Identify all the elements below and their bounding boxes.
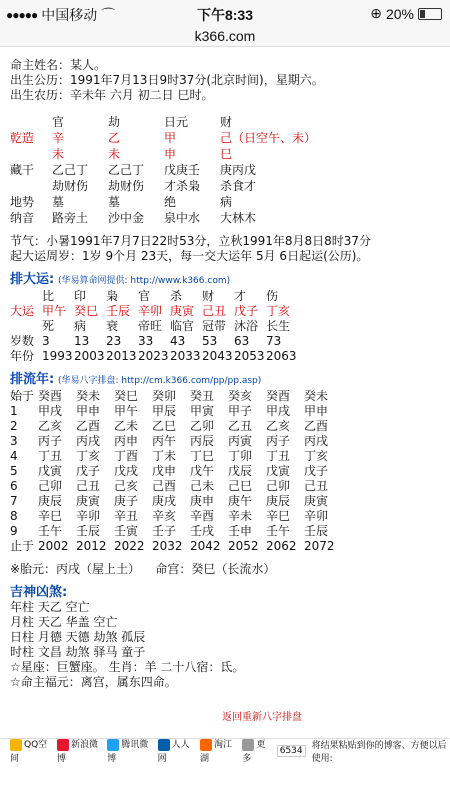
liunian-cell: 辛未 [228,509,253,523]
bazi-cell: 地势 [10,195,35,209]
liunian-cell: 壬辰 [304,524,329,538]
birth-gregorian: 出生公历：1991年7月13日9时37分(北京时间)，星期六。 [10,73,324,87]
shensha-line: 年柱 天乙 空亡 [10,600,90,614]
carrier: 中国移动 [41,7,98,23]
liunian-cell: 戊申 [152,464,177,478]
liunian-cell: 壬午 [266,524,291,538]
liunian-cell: 5 [10,464,18,478]
liunian-cell: 辛亥 [152,509,177,523]
liunian-cell: 6 [10,479,18,493]
wifi-icon: ⌒ [101,7,116,23]
reorder-link[interactable]: 返回重新八字排盘 [222,712,302,723]
liunian-header [10,372,440,389]
liunian-cell: 庚辰 [266,494,291,508]
bazi-cell [10,147,52,162]
liunian-cell: 己丑 [76,479,101,493]
liunian-cell: 庚午 [228,494,253,508]
liunian-cell: 己丑 [304,479,329,493]
bazi-cell: 劫财伤 [108,179,145,193]
dayun-age-row: 岁数 3 13 23 33 43 53 63 73 [10,334,282,348]
main-content [10,58,440,690]
bazi-cell: 劫财伤 [52,179,89,193]
liunian-cell: 戊午 [190,464,215,478]
liunian-cell: 壬寅 [114,524,139,538]
battery-percent: 20% [385,5,414,22]
bazi-cell: 墓 [52,195,65,209]
liunian-cell: 庚戌 [152,494,177,508]
liunian-cell: 7 [10,494,18,508]
liunian-cell: 丁亥 [76,449,101,463]
bazi-cell: 路旁土 [52,211,89,225]
liunian-cell: 丁巳 [190,449,215,463]
bazi-cell: 纳音 [10,211,35,225]
bazi-table [10,115,440,226]
liunian-cell: 壬申 [228,524,253,538]
liunian-cell: 丙子 [266,434,291,448]
bazi-cell: 辛 [52,131,65,145]
liunian-cell: 4 [10,449,18,463]
liunian-cell: 己卯 [38,479,63,493]
bazi-cell: 泉中水 [164,211,201,225]
liunian-cell: 丙戌 [76,434,101,448]
liunian-cell: 戊辰 [228,464,253,478]
bazi-cell: 庚丙戊 [220,163,257,177]
bazi-cell: 才杀枭 [164,179,201,193]
liunian-cell: 甲子 [228,404,253,418]
bazi-cell: 乾造 [10,131,35,145]
share-taojianghu[interactable]: 淘江湖 [199,740,232,764]
liunian-end-row: 止于 2002 2012 2022 2032 2042 2052 2062 2072 [10,539,335,553]
dayun-shishen-row: 比 印 枭 官 杀 财 才 伤 [42,289,279,303]
jieqi-line-2: 起大运周岁：1岁 9个月 23天，每一交大运年 5月 6日起运(公历)。 [10,249,369,263]
liunian-cell: 丙申 [114,434,139,448]
liunian-cell: 丙午 [152,434,177,448]
liunian-cell: 己未 [190,479,215,493]
liunian-cell: 戊寅 [38,464,63,478]
liunian-cell: 3 [10,434,18,448]
liunian-table [10,404,440,539]
share-qzone[interactable]: QQ空间 [10,740,48,764]
share-hint: 将结果粘贴到你的博客、方便以后使用: [311,740,447,764]
liunian-row [10,479,440,494]
bazi-cell: 申 [164,147,177,161]
liunian-row [10,404,440,419]
bazi-cell: 绝 [164,195,177,209]
liunian-start-row: 始于 癸酉 癸未 癸巳 癸卯 癸丑 癸亥 癸酉 癸未 [10,389,329,403]
bazi-cell: 乙己丁 [52,163,89,177]
bazi-cell: 巳 [220,147,233,161]
taiyuan-line: ※胎元：丙戌（屋上土） 命宫：癸巳（长流水） [10,562,276,576]
liunian-cell: 丙戌 [304,434,329,448]
liunian-cell: 丁未 [152,449,177,463]
dayun-provider-link[interactable]: (华易算命网提供: http://www.k366.com) [58,276,231,286]
liunian-cell: 己亥 [114,479,139,493]
status-time: 下午8:33 [196,7,254,23]
shensha-title: 吉神凶煞: [10,585,68,600]
liunian-row [10,464,440,479]
liunian-cell: 己巳 [228,479,253,493]
liunian-cell: 丁酉 [114,449,139,463]
share-tencent-weibo[interactable]: 腾讯微博 [107,740,149,764]
liunian-cell: 庚子 [114,494,139,508]
liunian-cell: 壬戌 [190,524,215,538]
share-more[interactable]: 更多 [242,740,266,764]
shensha-line: 时柱 文昌 劫煞 驿马 童子 [10,645,146,659]
liunian-cell: 丁丑 [266,449,291,463]
jieqi-line-1: 节气：小暑1991年7月7日22时53分，立秋1991年8月8日8时37分 [10,234,372,248]
share-bar [0,738,450,762]
bazi-header-cell: 官 [52,115,65,129]
bazi-cell: 杀食才 [220,179,257,193]
dayun-header [10,272,440,289]
bazi-cell: 未 [52,147,65,161]
liunian-cell: 乙丑 [228,419,253,433]
liunian-row [10,494,440,509]
liunian-cell: 辛丑 [114,509,139,523]
bazi-cell: 己（日空午、未） [220,131,317,145]
bazi-cell: 大林木 [220,211,257,225]
liunian-cell: 9 [10,524,18,538]
liunian-cell: 8 [10,509,18,523]
dayun-title: 排大运: [10,272,55,287]
orientation-lock-icon: ⊕ [370,5,382,21]
shensha-line: ☆命主福元：离宫，属东四命。 [10,675,177,689]
bazi-cell: 藏干 [10,163,35,177]
liunian-cell: 辛酉 [190,509,215,523]
bazi-header-cell: 劫 [108,115,121,129]
bazi-header-cell [10,115,52,130]
liunian-cell: 甲申 [76,404,101,418]
liunian-cell: 乙巳 [152,419,177,433]
liunian-cell: 庚寅 [76,494,101,508]
share-renren[interactable]: 人人网 [157,740,190,764]
liunian-cell: 壬午 [38,524,63,538]
liunian-cell: 己卯 [266,479,291,493]
liunian-cell: 乙亥 [266,419,291,433]
liunian-cell: 戊戌 [114,464,139,478]
liunian-cell: 辛卯 [304,509,329,523]
dayun-ganzhi-row: 大运 甲午 癸巳 壬辰 辛卯 庚寅 己丑 戊子 丁亥 [10,304,291,318]
liunian-cell: 乙未 [114,419,139,433]
liunian-cell: 壬辰 [76,524,101,538]
signal-icon: ●●●●● [6,8,38,22]
share-count: 6534 [277,745,306,757]
bazi-cell: 沙中金 [108,211,145,225]
bazi-header-cell: 日元 [164,115,189,129]
battery-icon [418,8,442,20]
liunian-cell: 壬子 [152,524,177,538]
liunian-cell: 甲午 [114,404,139,418]
dayun-year-row: 年份 1993 2003 2013 2023 2033 2043 2053 2063 [10,349,297,363]
shensha-line: ☆星座：巨蟹座。 生肖：羊 二十八宿：氐。 [10,660,245,674]
liunian-row [10,419,440,434]
liunian-provider-link[interactable]: (华易八字排盘: http://cm.k366.com/pp/pp.asp) [58,376,262,386]
share-weibo[interactable]: 新浪微博 [56,740,98,764]
liunian-cell: 1 [10,404,18,418]
bazi-cell: 乙 [108,131,121,145]
liunian-cell: 乙亥 [38,419,63,433]
liunian-title: 排流年: [10,372,55,387]
shensha-line: 日柱 月德 天德 劫煞 孤辰 [10,630,146,644]
liunian-cell: 庚辰 [38,494,63,508]
bazi-cell [10,179,52,194]
liunian-cell: 丙寅 [228,434,253,448]
bazi-cell: 病 [220,195,233,209]
liunian-cell: 戊子 [304,464,329,478]
bazi-cell: 乙己丁 [108,163,145,177]
bazi-cell: 未 [108,147,121,161]
bazi-cell: 墓 [108,195,121,209]
liunian-cell: 甲申 [304,404,329,418]
liunian-row [10,509,440,524]
liunian-cell: 乙酉 [76,419,101,433]
name-line: 命主姓名：某人。 [10,58,107,72]
liunian-cell: 丁亥 [304,449,329,463]
dayun-dishi-row: 死 病 衰 帝旺 临官 冠带 沐浴 长生 [42,319,291,333]
liunian-cell: 2 [10,419,18,433]
liunian-row [10,449,440,464]
liunian-cell: 己酉 [152,479,177,493]
liunian-cell: 辛巳 [38,509,63,523]
liunian-cell: 丙辰 [190,434,215,448]
liunian-cell: 辛巳 [266,509,291,523]
liunian-cell: 甲寅 [190,404,215,418]
liunian-row [10,434,440,449]
liunian-cell: 甲辰 [152,404,177,418]
bazi-header-cell: 财 [220,115,233,129]
liunian-cell: 甲戌 [38,404,63,418]
liunian-cell: 乙酉 [304,419,329,433]
liunian-cell: 戊寅 [266,464,291,478]
url-bar[interactable]: k366.com [0,28,450,47]
bazi-cell: 甲 [164,131,177,145]
liunian-cell: 乙卯 [190,419,215,433]
bazi-cell: 戊庚壬 [164,163,201,177]
liunian-cell: 甲戌 [266,404,291,418]
status-bar [0,0,450,28]
liunian-cell: 丁丑 [38,449,63,463]
liunian-cell: 戊子 [76,464,101,478]
liunian-cell: 庚寅 [304,494,329,508]
birth-lunar: 出生农历：辛未年 六月 初二日 巳时。 [10,88,214,102]
liunian-cell: 丙子 [38,434,63,448]
liunian-row [10,524,440,539]
shensha-line: 月柱 天乙 华盖 空亡 [10,615,118,629]
liunian-cell: 辛卯 [76,509,101,523]
liunian-cell: 庚申 [190,494,215,508]
liunian-cell: 丁卯 [228,449,253,463]
